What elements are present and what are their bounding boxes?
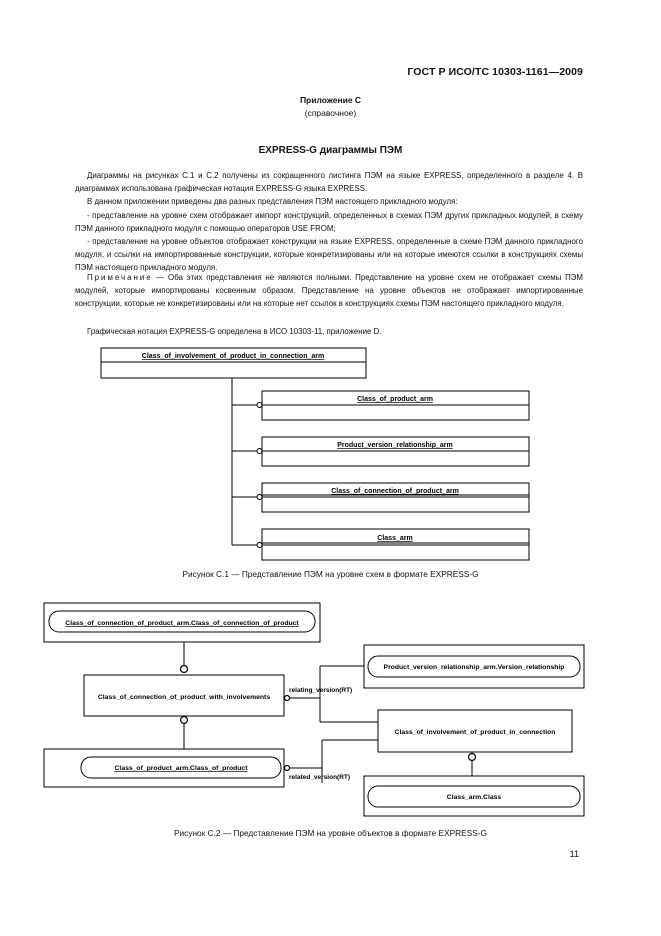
section-title: EXPRESS-G диаграммы ПЭМ	[258, 145, 403, 156]
entity-label: Product_version_relationship_arm	[337, 442, 453, 449]
ref-entity-label: Class_of_connection_of_product_arm.Class_of_connection_of_product	[65, 620, 299, 627]
entity-label: Class_of_connection_of_product_arm	[331, 488, 459, 495]
body-text	[75, 169, 583, 275]
note	[75, 271, 583, 311]
figure-c1-caption: Рисунок С.1 — Представление ПЭМ на уровне схем в формате EXPRESS-G	[182, 569, 479, 579]
ref-entity-label: Class_arm.Class	[446, 794, 502, 801]
figure-c1-diagram	[0, 340, 661, 570]
annex-title: Приложение С	[299, 95, 362, 105]
ref-entity-label: Class_of_product_arm.Class_of_product	[114, 765, 248, 772]
annex-subtitle: (справочное)	[304, 108, 357, 118]
entity-label: Class_of_involvement_of_product_in_connection	[394, 729, 556, 736]
figure-c2-diagram	[0, 595, 661, 825]
notation-reference	[75, 325, 583, 338]
main-entity-label: Class_of_involvement_of_product_in_connection_arm	[141, 353, 325, 360]
paragraph: Диаграммы на рисунках С.1 и С.2 получены из сокращенного листинга ПЭМ на языке EXPRESS, определенного в разделе 4. В диаграммах использована графическая нотация EXPRESS-G языка EXPRESS.	[75, 171, 583, 194]
entity-label: Class_arm	[377, 535, 413, 542]
entity-label: Class_of_connection_of_product_with_involvements	[97, 694, 271, 701]
ref-entity-label: Product_version_relationship_arm.Version_relationship	[383, 664, 565, 671]
paragraph: - представление на уровне объектов отображает конструкции на языке EXPRESS, определенные в схеме ПЭМ данного прикладного модуля, и ссылки на импортированные конструкции, которые конкретизированы или на которые имеются ссылки в конструкциях схемы ПЭМ настоящего прикладного модуля.	[75, 237, 583, 273]
entity-label: Class_of_product_arm	[357, 396, 433, 403]
note-text: — Оба этих представления не являются полными. Представление на уровне схем не отображает схемы ПЭМ модулей, которые импортированы косвенным образом. Представление на уровне объектов не отображает импортированные конструкции, которые не конкретизированы или на которые нет ссылок в конструкциях схемы ПЭМ настоящего прикладного модуля.	[75, 273, 583, 309]
relation-label: related_version(RT)	[289, 774, 351, 781]
relation-label: relating_version(RT)	[289, 687, 353, 694]
paragraph: - представление на уровне схем отображает импорт конструкций, определенных в схемах ПЭМ других прикладных модулей, в схему ПЭМ данного прикладного модуля с помощью операторов USE FROM;	[75, 210, 583, 233]
note-label: Примечание	[87, 273, 153, 282]
figure-c2-caption: Рисунок С.2 — Представление ПЭМ на уровне объектов в формате EXPRESS-G	[174, 828, 487, 838]
page-number: 11	[569, 849, 579, 859]
document-id-header: ГОСТ Р ИСО/ТС 10303-1161—2009	[407, 66, 583, 78]
paragraph: В данном приложении приведены два разных представления ПЭМ настоящего прикладного модуля:	[87, 197, 458, 207]
paragraph: Графическая нотация EXPRESS-G определена в ИСО 10303-11, приложение D.	[87, 327, 382, 336]
